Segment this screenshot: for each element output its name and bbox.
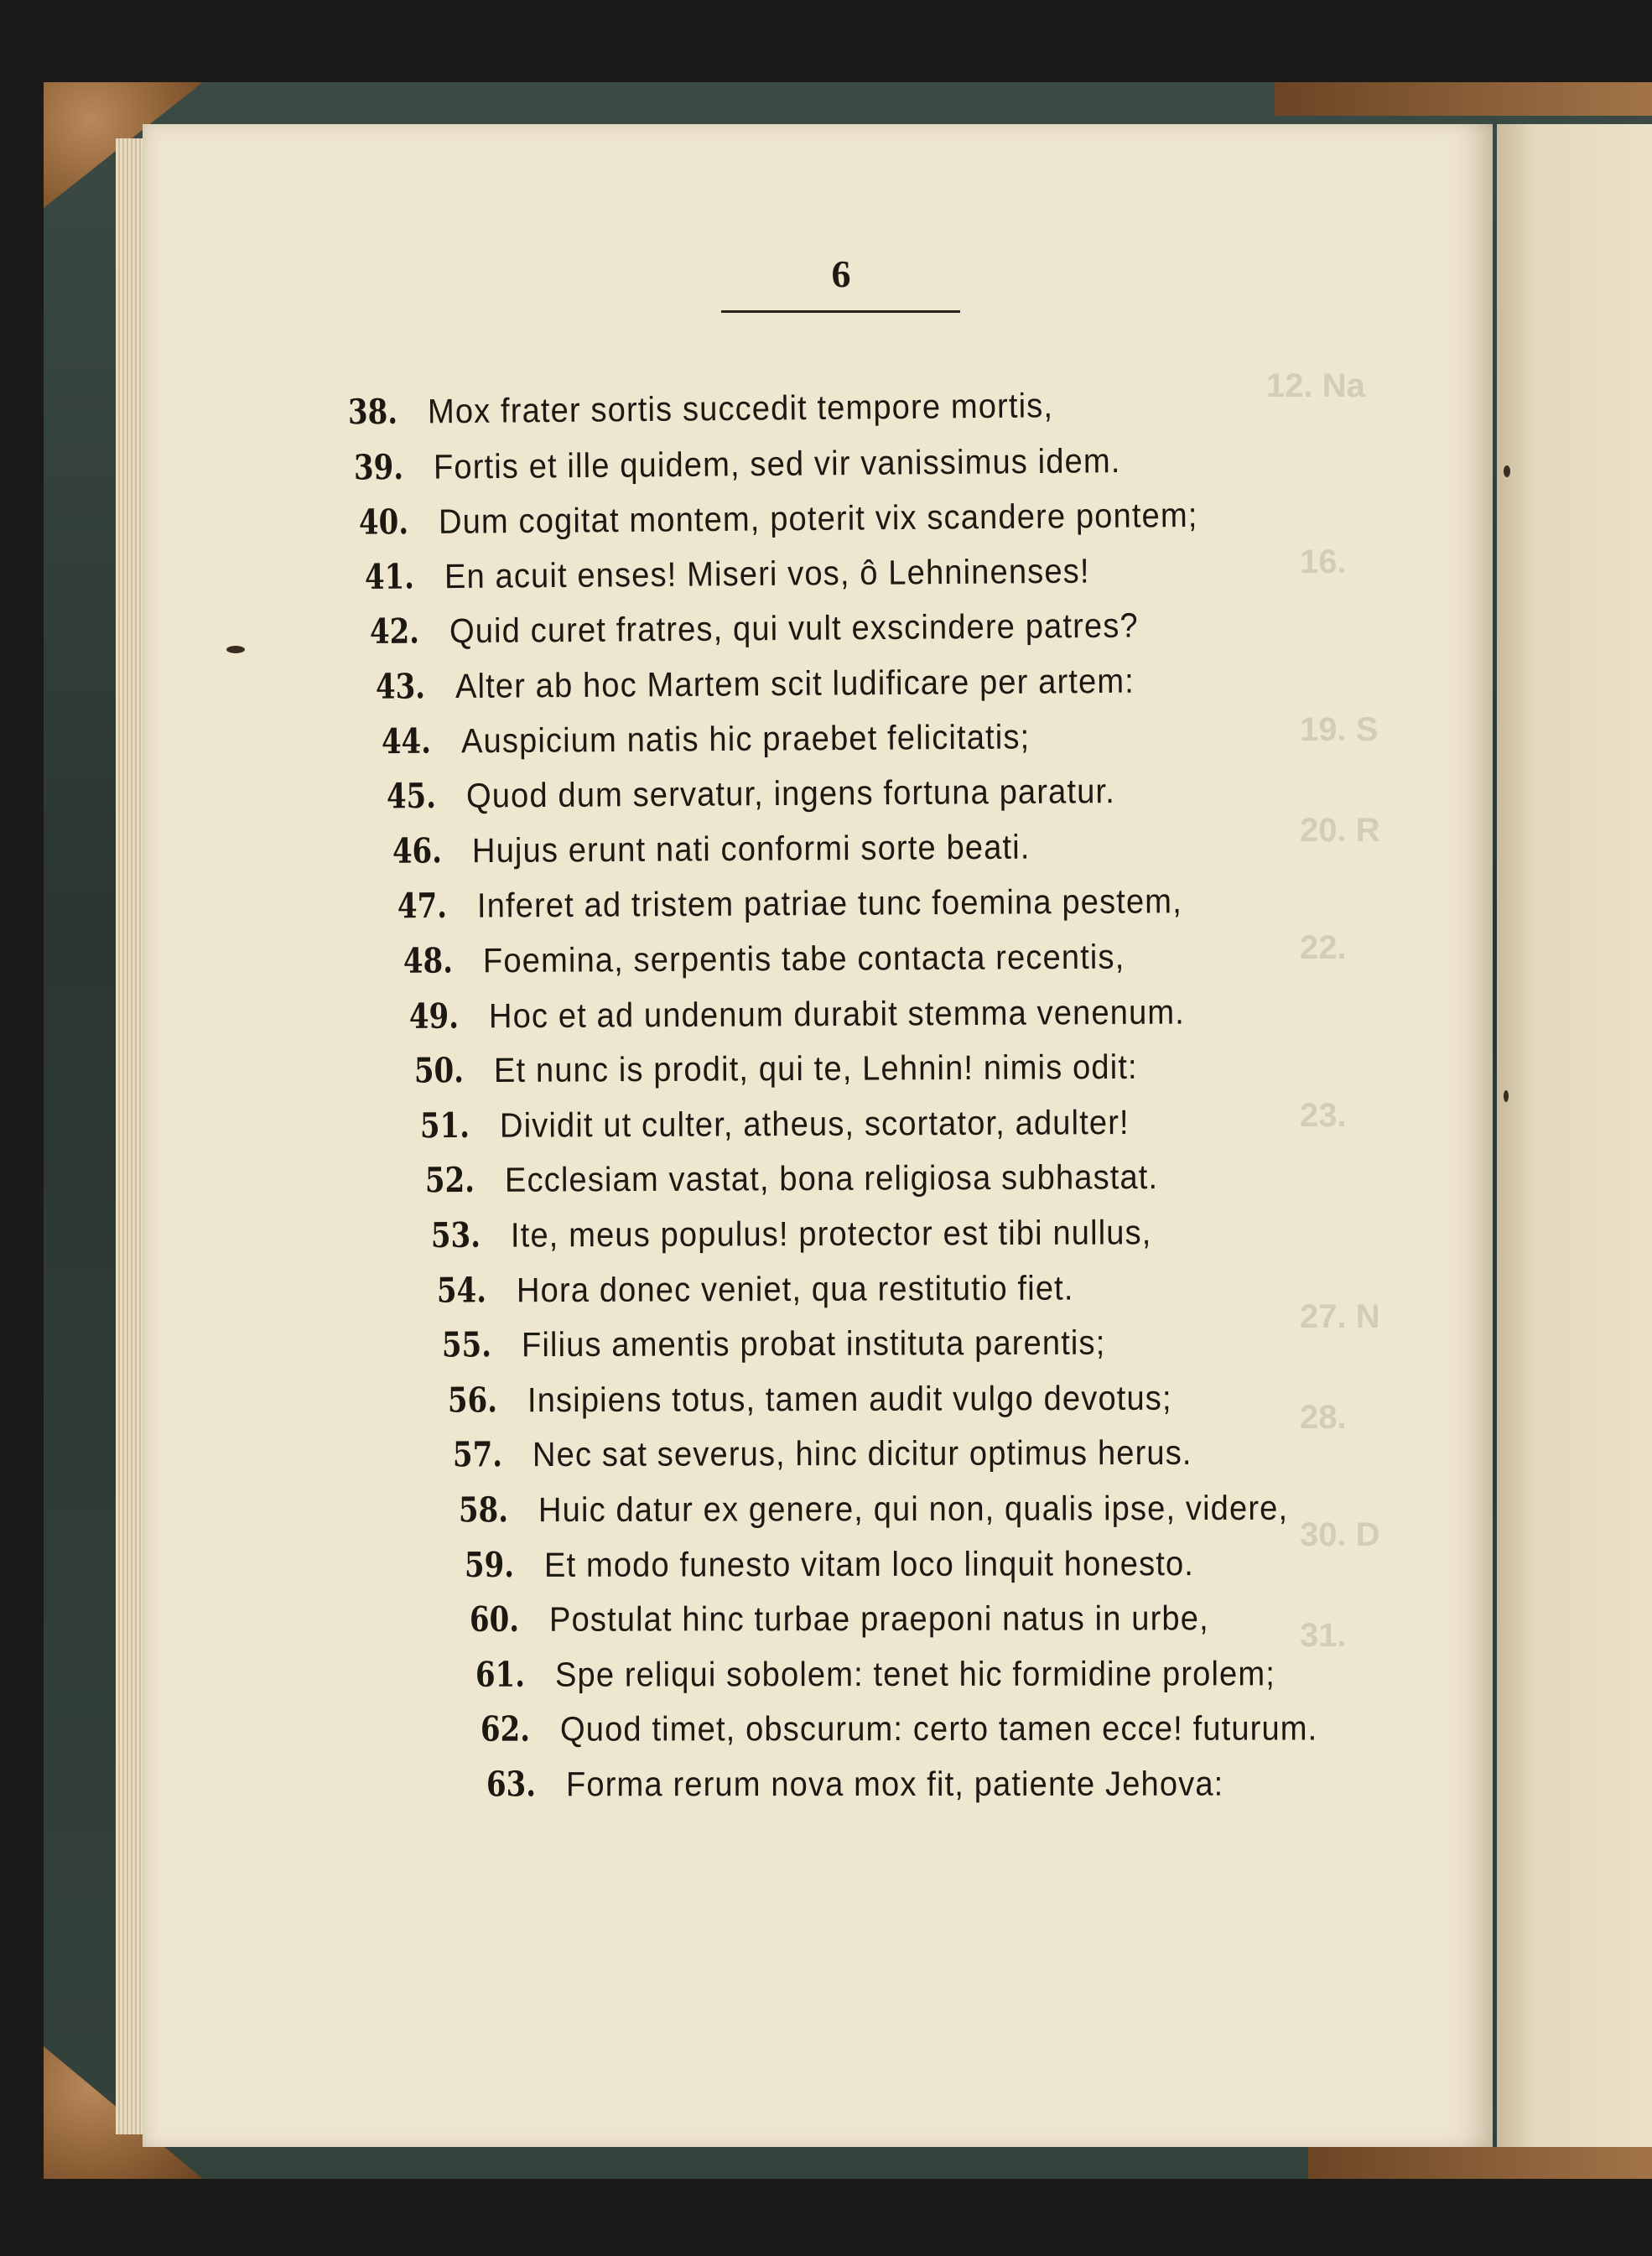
- verse-number: 50.: [414, 1050, 465, 1091]
- verse-number: 60.: [470, 1598, 520, 1640]
- verse-line: [431, 1212, 1200, 1266]
- show-through: 16.: [1300, 543, 1347, 580]
- verse-line: [448, 1377, 1221, 1430]
- verse-text: Quod dum servatur, ingens fortuna paratur.: [465, 772, 1116, 815]
- verse-line: [392, 826, 1073, 881]
- verse-number: 42.: [370, 611, 420, 652]
- verse-number: 58.: [458, 1489, 509, 1531]
- verse-line: [420, 1102, 1177, 1157]
- verse-line: [381, 716, 1073, 772]
- verse-number: 62.: [481, 1708, 531, 1750]
- verse-text: Mox frater sortis succedit tempore mortis,: [427, 386, 1054, 431]
- verse-text: Fortis et ille quidem, sed vir vanissimus idem.: [433, 440, 1121, 486]
- verse-number: 51.: [419, 1105, 470, 1146]
- verse-text: Et modo funesto vitam loco linquit honesto.: [543, 1543, 1194, 1584]
- show-through: 20. R: [1300, 812, 1380, 849]
- verse-text: Hujus erunt nati conformi sorte beati.: [471, 827, 1031, 870]
- verse-line: [481, 1708, 1374, 1760]
- verse-number: 44.: [381, 720, 431, 762]
- verse-number: 38.: [347, 391, 398, 433]
- verse-number: 43.: [375, 666, 426, 707]
- leather-spine-bottom: [1308, 2147, 1652, 2179]
- verse-text: Insipiens totus, tamen audit vulgo devotus;: [527, 1378, 1172, 1420]
- verse-number: 47.: [397, 886, 448, 927]
- verse-text: Inferet ad tristem patriae tunc foemina pestem,: [477, 881, 1183, 926]
- verse-number: 39.: [353, 446, 403, 488]
- verse-number: 54.: [436, 1269, 486, 1311]
- verse-text: En acuit enses! Miseri vos, ô Lehninenses!: [444, 551, 1090, 595]
- verse-text: Ecclesiam vastat, bona religiosa subhastat.: [505, 1157, 1159, 1200]
- verse-line: [370, 605, 1191, 662]
- verse-line: [475, 1653, 1330, 1705]
- verse-text: Dum cogitat montem, poterit vix scandere pontem;: [438, 496, 1198, 542]
- verse-line: [359, 494, 1255, 553]
- show-through: 30. D: [1300, 1516, 1380, 1553]
- show-through: 22.: [1300, 929, 1347, 966]
- verse-line: [465, 1543, 1243, 1595]
- verse-number: 52.: [425, 1160, 475, 1201]
- verse-line: [365, 550, 1139, 607]
- verse-text: Postulat hinc turbae praeponi natus in urbe,: [549, 1598, 1209, 1639]
- ink-speck: [1504, 465, 1510, 477]
- header-rule: [721, 310, 960, 313]
- verse-number: 55.: [442, 1324, 492, 1365]
- verse-line: [408, 991, 1237, 1047]
- verse-text: Forma rerum nova mox fit, patiente Jehova:: [565, 1764, 1224, 1804]
- show-through: 27. N: [1300, 1298, 1380, 1335]
- verse-line: [414, 1047, 1187, 1101]
- verse-text: Filius amentis probat instituta parentis;: [522, 1323, 1106, 1365]
- ink-speck: [1504, 1090, 1509, 1102]
- verse-line: [425, 1157, 1208, 1210]
- verse-line: [348, 385, 1101, 443]
- verse-line: [453, 1432, 1242, 1485]
- verse-number: 41.: [364, 556, 415, 597]
- verse-text: Alter ab hoc Martem scit ludificare per artem:: [455, 661, 1135, 706]
- verse-number: 57.: [453, 1434, 503, 1475]
- verse-line: [459, 1488, 1345, 1541]
- verse-text: Spe reliqui sobolem: tenet hic formidine prolem;: [554, 1654, 1275, 1694]
- show-through: 23.: [1300, 1097, 1347, 1134]
- verse-text: Dividit ut culter, atheus, scortator, adulter!: [499, 1102, 1130, 1145]
- verse-text: Hora donec veniet, qua restitutio fiet.: [516, 1268, 1074, 1309]
- verse-text: Auspicium natis hic praebet felicitatis;: [460, 716, 1031, 760]
- verse-line: [353, 439, 1172, 497]
- verse-number: 40.: [358, 502, 409, 543]
- show-through: 19. S: [1300, 711, 1379, 748]
- verse-line: [442, 1323, 1150, 1375]
- facing-page-edge: [1497, 124, 1652, 2147]
- verse-number: 49.: [408, 995, 459, 1037]
- verse-text: Quid curet fratres, qui vult exscindere patres?: [449, 606, 1140, 651]
- verse-line: [470, 1598, 1259, 1650]
- leather-spine-top: [1275, 82, 1652, 116]
- verse-line: [376, 660, 1186, 717]
- verse-text: Foemina, serpentis tabe contacta recentis,: [482, 937, 1125, 980]
- verse-text: Hoc et ad undenum durabit stemma venenum.: [488, 992, 1185, 1035]
- verse-number: 46.: [392, 830, 442, 871]
- verse-number: 61.: [475, 1654, 525, 1695]
- verse-text: Quod timet, obscurum: certo tamen ecce! futurum.: [560, 1708, 1318, 1749]
- verse-number: 45.: [386, 776, 437, 817]
- verse-line: [436, 1267, 1115, 1320]
- verse-number: 59.: [464, 1544, 514, 1585]
- verse-text: Nec sat severus, hinc dicitur optimus herus.: [532, 1433, 1193, 1474]
- ink-speck: [226, 646, 245, 653]
- page-number: 6: [831, 252, 851, 295]
- verse-line: [486, 1764, 1273, 1815]
- verse-line: [397, 881, 1236, 936]
- verse-text: Ite, meus populus! protector est tibi nullus,: [510, 1213, 1152, 1255]
- verse-line: [387, 771, 1165, 827]
- verse-number: 56.: [447, 1380, 497, 1421]
- verse-number: 53.: [430, 1214, 481, 1256]
- show-through: 28.: [1300, 1399, 1347, 1436]
- verse-number: 63.: [486, 1764, 537, 1805]
- verse-line: [403, 936, 1173, 991]
- verse-text: Huic datur ex genere, qui non, qualis ipse, videre,: [538, 1488, 1289, 1530]
- verse-number: 48.: [403, 940, 454, 981]
- show-through: 12. Na: [1266, 367, 1365, 404]
- show-through: 31.: [1300, 1617, 1347, 1654]
- verse-text: Et nunc is prodit, qui te, Lehnin! nimis odit:: [494, 1047, 1139, 1090]
